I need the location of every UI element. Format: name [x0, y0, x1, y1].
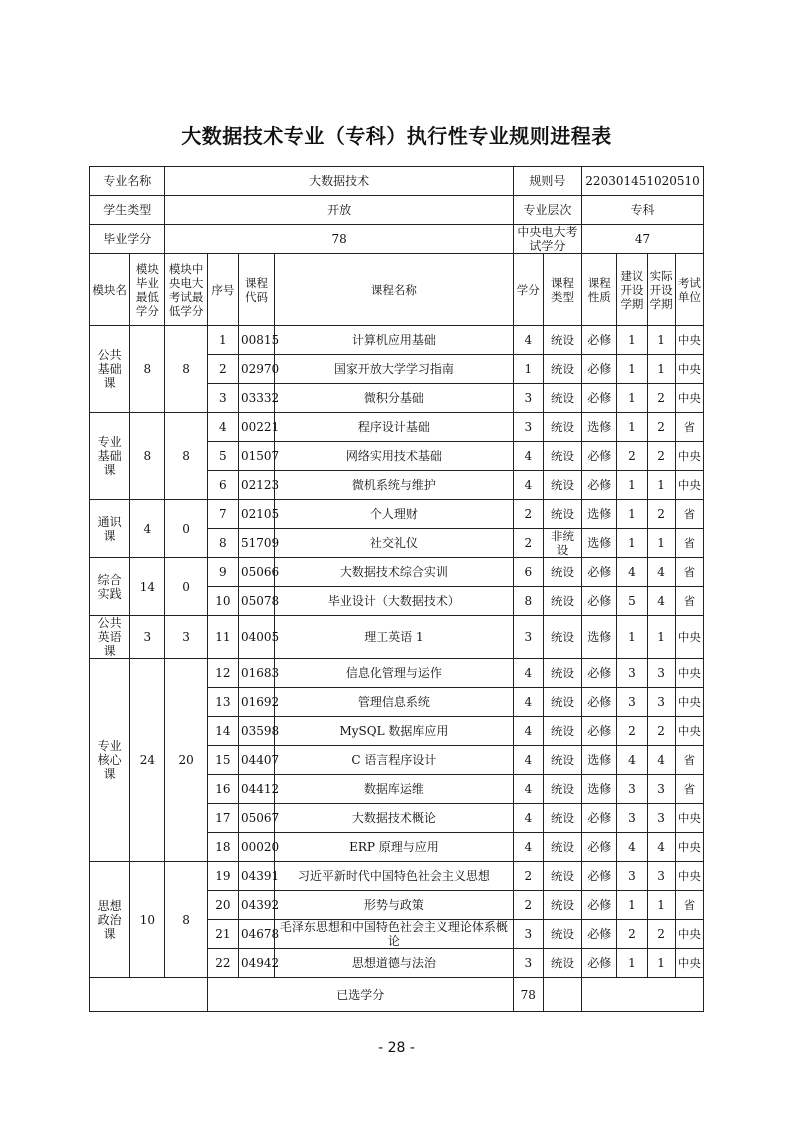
course-code: 04678: [238, 920, 274, 949]
course-name: 管理信息系统: [275, 688, 514, 717]
header-suggest: 建议开设学期: [617, 254, 647, 326]
course-name: 网络实用技术基础: [275, 442, 514, 471]
header-credit: 学分: [513, 254, 543, 326]
suggested-term: 3: [617, 688, 647, 717]
course-name: 形势与政策: [275, 891, 514, 920]
course-code: 02970: [238, 355, 274, 384]
course-nature: 必修: [582, 326, 617, 355]
course-seq: 8: [207, 529, 238, 558]
actual-term: 2: [647, 442, 675, 471]
table-row: [90, 500, 704, 529]
course-type: 统设: [543, 558, 581, 587]
header-module-min: 模块毕业最低学分: [130, 254, 165, 326]
header-type: 课程类型: [543, 254, 581, 326]
course-credit: 4: [513, 471, 543, 500]
course-name: 毛泽东思想和中国特色社会主义理论体系概论: [275, 920, 514, 949]
level-label: 专业层次: [513, 196, 581, 225]
course-credit: 3: [513, 616, 543, 659]
suggested-term: 1: [617, 355, 647, 384]
course-seq: 9: [207, 558, 238, 587]
course-name: 毕业设计（大数据技术）: [275, 587, 514, 616]
course-code: 01507: [238, 442, 274, 471]
course-code: 02105: [238, 500, 274, 529]
suggested-term: 1: [617, 384, 647, 413]
table-row: [90, 659, 704, 688]
suggested-term: 1: [617, 471, 647, 500]
course-nature: 必修: [582, 384, 617, 413]
course-credit: 2: [513, 500, 543, 529]
course-type: 统设: [543, 949, 581, 978]
info-row-3: [90, 225, 704, 254]
course-nature: 必修: [582, 471, 617, 500]
course-nature: 必修: [582, 688, 617, 717]
actual-term: 3: [647, 775, 675, 804]
course-credit: 2: [513, 891, 543, 920]
course-type: 统设: [543, 659, 581, 688]
suggested-term: 1: [617, 500, 647, 529]
course-nature: 选修: [582, 529, 617, 558]
major-name-value: 大数据技术: [165, 167, 513, 196]
student-type-value: 开放: [165, 196, 513, 225]
course-type: 统设: [543, 920, 581, 949]
actual-term: 4: [647, 833, 675, 862]
exam-unit: 中央: [675, 355, 703, 384]
course-name: 理工英语 1: [275, 616, 514, 659]
course-seq: 6: [207, 471, 238, 500]
module-min-credits: 10: [130, 862, 165, 978]
central-exam-label: 中央电大考试学分: [513, 225, 581, 254]
suggested-term: 1: [617, 413, 647, 442]
course-type: 统设: [543, 616, 581, 659]
course-code: 04412: [238, 775, 274, 804]
course-type: 统设: [543, 442, 581, 471]
actual-term: 1: [647, 529, 675, 558]
module-name: 专业核心课: [90, 659, 130, 862]
module-central-credits: 3: [165, 616, 207, 659]
actual-term: 3: [647, 862, 675, 891]
exam-unit: 中央: [675, 688, 703, 717]
course-code: 03332: [238, 384, 274, 413]
course-type: 统设: [543, 746, 581, 775]
module-min-credits: 4: [130, 500, 165, 558]
exam-unit: 中央: [675, 949, 703, 978]
actual-term: 1: [647, 471, 675, 500]
exam-unit: 省: [675, 413, 703, 442]
actual-term: 2: [647, 500, 675, 529]
course-code: 05078: [238, 587, 274, 616]
course-code: 04391: [238, 862, 274, 891]
header-course: 课程名称: [275, 254, 514, 326]
table-row: [90, 558, 704, 587]
grad-credits-value: 78: [165, 225, 513, 254]
course-name: 国家开放大学学习指南: [275, 355, 514, 384]
course-seq: 22: [207, 949, 238, 978]
exam-unit: 省: [675, 891, 703, 920]
course-nature: 选修: [582, 775, 617, 804]
course-code: 05066: [238, 558, 274, 587]
actual-term: 1: [647, 616, 675, 659]
course-credit: 3: [513, 413, 543, 442]
exam-unit: 中央: [675, 862, 703, 891]
course-nature: 必修: [582, 442, 617, 471]
module-min-credits: 8: [130, 326, 165, 413]
course-type: 统设: [543, 326, 581, 355]
course-name: 个人理财: [275, 500, 514, 529]
module-central-credits: 8: [165, 862, 207, 978]
course-credit: 3: [513, 920, 543, 949]
suggested-term: 3: [617, 775, 647, 804]
course-type: 统设: [543, 775, 581, 804]
exam-unit: 省: [675, 587, 703, 616]
course-name: C 语言程序设计: [275, 746, 514, 775]
course-name: MySQL 数据库应用: [275, 717, 514, 746]
exam-unit: 省: [675, 558, 703, 587]
course-type: 统设: [543, 413, 581, 442]
exam-unit: 中央: [675, 326, 703, 355]
module-central-credits: 20: [165, 659, 207, 862]
module-name: 通识课: [90, 500, 130, 558]
actual-term: 2: [647, 920, 675, 949]
course-seq: 18: [207, 833, 238, 862]
suggested-term: 2: [617, 717, 647, 746]
course-seq: 20: [207, 891, 238, 920]
info-row-1: [90, 167, 704, 196]
course-credit: 4: [513, 659, 543, 688]
table-row: [90, 862, 704, 891]
total-credits: 78: [513, 978, 543, 1012]
total-row: [90, 978, 704, 1012]
course-seq: 11: [207, 616, 238, 659]
actual-term: 2: [647, 413, 675, 442]
header-code: 课程代码: [238, 254, 274, 326]
exam-unit: 中央: [675, 833, 703, 862]
actual-term: 1: [647, 891, 675, 920]
course-nature: 必修: [582, 949, 617, 978]
suggested-term: 3: [617, 804, 647, 833]
course-type: 统设: [543, 500, 581, 529]
course-type: 统设: [543, 471, 581, 500]
course-code: 05067: [238, 804, 274, 833]
course-seq: 15: [207, 746, 238, 775]
course-code: 51709: [238, 529, 274, 558]
student-type-label: 学生类型: [90, 196, 165, 225]
course-nature: 必修: [582, 587, 617, 616]
course-code: 00815: [238, 326, 274, 355]
course-seq: 7: [207, 500, 238, 529]
actual-term: 1: [647, 326, 675, 355]
course-credit: 4: [513, 717, 543, 746]
module-min-credits: 14: [130, 558, 165, 616]
suggested-term: 3: [617, 659, 647, 688]
course-name: 思想道德与法治: [275, 949, 514, 978]
course-seq: 12: [207, 659, 238, 688]
course-seq: 4: [207, 413, 238, 442]
rules-table: [89, 166, 704, 1012]
course-credit: 4: [513, 775, 543, 804]
suggested-term: 1: [617, 326, 647, 355]
info-row-2: [90, 196, 704, 225]
actual-term: 3: [647, 659, 675, 688]
course-seq: 14: [207, 717, 238, 746]
course-code: 04005: [238, 616, 274, 659]
suggested-term: 1: [617, 616, 647, 659]
course-type: 统设: [543, 891, 581, 920]
course-type: 统设: [543, 804, 581, 833]
course-seq: 5: [207, 442, 238, 471]
header-module: 模块名: [90, 254, 130, 326]
course-credit: 3: [513, 949, 543, 978]
course-code: 02123: [238, 471, 274, 500]
course-name: ERP 原理与应用: [275, 833, 514, 862]
course-credit: 2: [513, 862, 543, 891]
actual-term: 3: [647, 804, 675, 833]
exam-unit: 省: [675, 500, 703, 529]
exam-unit: 中央: [675, 920, 703, 949]
exam-unit: 中央: [675, 717, 703, 746]
course-nature: 选修: [582, 413, 617, 442]
course-name: 计算机应用基础: [275, 326, 514, 355]
course-name: 微积分基础: [275, 384, 514, 413]
course-code: 04407: [238, 746, 274, 775]
actual-term: 3: [647, 688, 675, 717]
course-type: 统设: [543, 833, 581, 862]
course-type: 统设: [543, 355, 581, 384]
course-name: 信息化管理与运作: [275, 659, 514, 688]
module-min-credits: 8: [130, 413, 165, 500]
module-central-credits: 0: [165, 500, 207, 558]
course-nature: 必修: [582, 833, 617, 862]
course-code: 01692: [238, 688, 274, 717]
header-actual: 实际开设学期: [647, 254, 675, 326]
page-title: 大数据技术专业（专科）执行性专业规则进程表: [181, 124, 612, 148]
course-seq: 1: [207, 326, 238, 355]
course-code: 04392: [238, 891, 274, 920]
exam-unit: 中央: [675, 442, 703, 471]
exam-unit: 中央: [675, 471, 703, 500]
course-credit: 4: [513, 442, 543, 471]
total-label: 已选学分: [207, 978, 513, 1012]
central-exam-value: 47: [582, 225, 704, 254]
course-name: 习近平新时代中国特色社会主义思想: [275, 862, 514, 891]
actual-term: 4: [647, 558, 675, 587]
course-name: 数据库运维: [275, 775, 514, 804]
column-header-row: [90, 254, 704, 326]
exam-unit: 中央: [675, 804, 703, 833]
course-credit: 6: [513, 558, 543, 587]
module-min-credits: 3: [130, 616, 165, 659]
course-code: 00020: [238, 833, 274, 862]
exam-unit: 省: [675, 529, 703, 558]
header-seq: 序号: [207, 254, 238, 326]
exam-unit: 中央: [675, 384, 703, 413]
module-min-credits: 24: [130, 659, 165, 862]
suggested-term: 1: [617, 891, 647, 920]
course-seq: 17: [207, 804, 238, 833]
module-name: 专业基础课: [90, 413, 130, 500]
module-name: 公共基础课: [90, 326, 130, 413]
course-name: 程序设计基础: [275, 413, 514, 442]
course-nature: 必修: [582, 659, 617, 688]
course-seq: 10: [207, 587, 238, 616]
course-nature: 必修: [582, 355, 617, 384]
module-central-credits: 8: [165, 413, 207, 500]
course-credit: 2: [513, 529, 543, 558]
suggested-term: 2: [617, 442, 647, 471]
module-central-credits: 8: [165, 326, 207, 413]
module-central-credits: 0: [165, 558, 207, 616]
table-row: [90, 413, 704, 442]
course-seq: 21: [207, 920, 238, 949]
exam-unit: 中央: [675, 659, 703, 688]
course-type: 统设: [543, 717, 581, 746]
course-type: 非统设: [543, 529, 581, 558]
module-name: 思想政治课: [90, 862, 130, 978]
course-type: 统设: [543, 587, 581, 616]
course-name: 社交礼仪: [275, 529, 514, 558]
suggested-term: 1: [617, 529, 647, 558]
module-name: 公共英语课: [90, 616, 130, 659]
total-empty-1: [543, 978, 581, 1012]
actual-term: 4: [647, 746, 675, 775]
actual-term: 4: [647, 587, 675, 616]
course-credit: 1: [513, 355, 543, 384]
suggested-term: 1: [617, 949, 647, 978]
actual-term: 1: [647, 949, 675, 978]
actual-term: 1: [647, 355, 675, 384]
total-empty-2: [582, 978, 704, 1012]
page-number: - 28 -: [378, 1040, 415, 1056]
grad-credits-label: 毕业学分: [90, 225, 165, 254]
suggested-term: 5: [617, 587, 647, 616]
course-type: 统设: [543, 688, 581, 717]
table-row: [90, 326, 704, 355]
header-nature: 课程性质: [582, 254, 617, 326]
course-code: 04942: [238, 949, 274, 978]
exam-unit: 省: [675, 746, 703, 775]
header-module-central: 模块中央电大考试最低学分: [165, 254, 207, 326]
course-credit: 8: [513, 587, 543, 616]
suggested-term: 2: [617, 920, 647, 949]
course-type: 统设: [543, 384, 581, 413]
level-value: 专科: [582, 196, 704, 225]
course-nature: 选修: [582, 616, 617, 659]
course-nature: 必修: [582, 558, 617, 587]
course-code: 03598: [238, 717, 274, 746]
course-seq: 2: [207, 355, 238, 384]
rule-no-label: 规则号: [513, 167, 581, 196]
course-code: 00221: [238, 413, 274, 442]
course-seq: 13: [207, 688, 238, 717]
course-credit: 4: [513, 326, 543, 355]
course-name: 微机系统与维护: [275, 471, 514, 500]
course-nature: 必修: [582, 804, 617, 833]
course-nature: 必修: [582, 862, 617, 891]
module-name: 综合实践: [90, 558, 130, 616]
actual-term: 2: [647, 717, 675, 746]
exam-unit: 省: [675, 775, 703, 804]
course-nature: 必修: [582, 891, 617, 920]
course-seq: 3: [207, 384, 238, 413]
table-row: [90, 616, 704, 659]
actual-term: 2: [647, 384, 675, 413]
course-nature: 选修: [582, 500, 617, 529]
course-credit: 3: [513, 384, 543, 413]
course-credit: 4: [513, 804, 543, 833]
course-credit: 4: [513, 746, 543, 775]
header-unit: 考试单位: [675, 254, 703, 326]
suggested-term: 4: [617, 558, 647, 587]
course-nature: 必修: [582, 920, 617, 949]
course-nature: 必修: [582, 717, 617, 746]
total-blank: [90, 978, 208, 1012]
suggested-term: 4: [617, 746, 647, 775]
course-credit: 4: [513, 688, 543, 717]
rule-no-value: 220301451020510: [582, 167, 704, 196]
suggested-term: 4: [617, 833, 647, 862]
suggested-term: 3: [617, 862, 647, 891]
course-credit: 4: [513, 833, 543, 862]
major-name-label: 专业名称: [90, 167, 165, 196]
course-nature: 选修: [582, 746, 617, 775]
course-name: 大数据技术综合实训: [275, 558, 514, 587]
exam-unit: 中央: [675, 616, 703, 659]
course-name: 大数据技术概论: [275, 804, 514, 833]
course-type: 统设: [543, 862, 581, 891]
course-seq: 16: [207, 775, 238, 804]
course-seq: 19: [207, 862, 238, 891]
course-code: 01683: [238, 659, 274, 688]
